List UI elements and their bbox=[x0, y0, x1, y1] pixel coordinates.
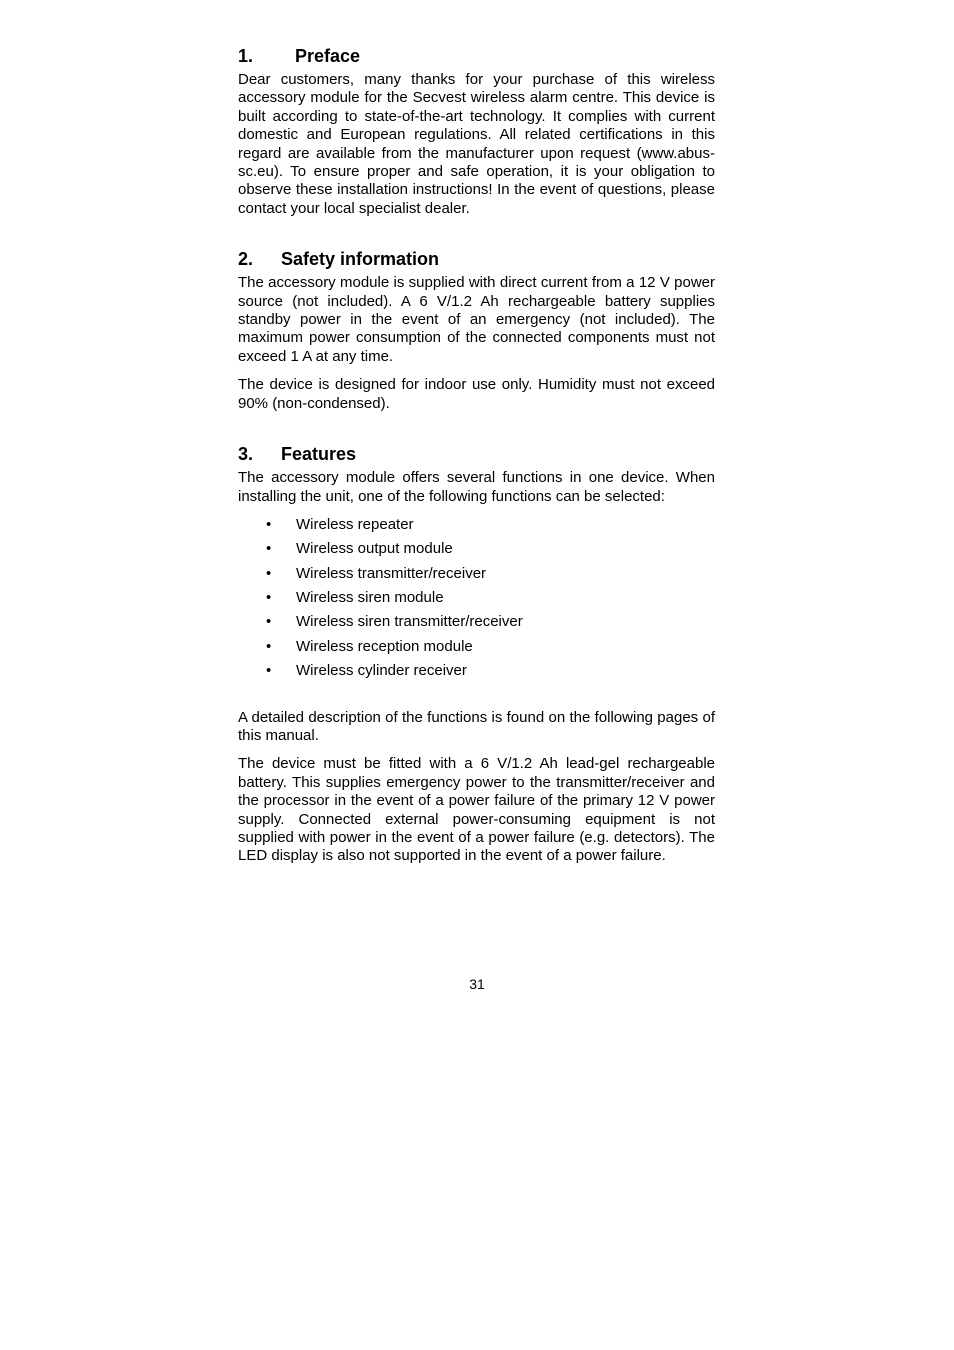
bullet-icon: • bbox=[266, 540, 272, 558]
features-paragraph-2: The device must be fitted with a 6 V/1.2 Ah lead-gel rechargeable battery. This supplies emergency power to the transmitter/receiver and the processor in the event of a power failure of the primary 12 V power supply. Connected external power-consuming equipment is not supplied with power in the event of a power failure (e.g. detectors). The LED display is also not supported in the event of a power failure. bbox=[238, 755, 715, 865]
section-title: Preface bbox=[295, 46, 361, 66]
safety-paragraph-2: The device is designed for indoor use only. Humidity must not exceed 90% (non-condensed). bbox=[238, 376, 715, 412]
section-number: 1. bbox=[238, 46, 254, 66]
list-item bbox=[238, 662, 715, 686]
section-title: Features bbox=[281, 444, 357, 465]
list-item bbox=[238, 565, 715, 589]
bullet-icon: • bbox=[266, 637, 272, 655]
list-item-label: Wireless siren transmitter/receiver bbox=[296, 613, 523, 631]
features-list bbox=[238, 516, 715, 687]
preface-paragraph: Dear customers, many thanks for your purchase of this wireless accessory module for the Secvest wireless alarm centre. This device is built according to state-of-the-art technology. It complies with current domestic and European regulations. All related certifications in this regard are available from the manufacturer upon request (www.abus-sc.eu). To ensure proper and safe operation, it is your obligation to observe these installation instructions! In the event of questions, please contact your local specialist dealer. bbox=[238, 71, 715, 217]
list-item bbox=[238, 516, 715, 540]
list-item bbox=[238, 540, 715, 564]
section-heading-preface bbox=[238, 44, 715, 68]
section-number: 2. bbox=[238, 249, 254, 270]
list-item bbox=[238, 613, 715, 637]
bullet-icon: • bbox=[266, 515, 272, 533]
section-heading-features bbox=[238, 442, 715, 466]
list-item-label: Wireless transmitter/receiver bbox=[296, 564, 487, 582]
safety-paragraph-1: The accessory module is supplied with direct current from a 12 V power source (not included). A 6 V/1.2 Ah rechargeable battery supplies standby power in the event of an emergency (not included). The maximum power consumption of the connected components must not exceed 1 A at any time. bbox=[238, 274, 715, 365]
bullet-icon: • bbox=[266, 613, 272, 631]
list-item-label: Wireless siren module bbox=[296, 589, 444, 607]
section-title: Safety information bbox=[281, 249, 440, 270]
section-number: 3. bbox=[238, 444, 254, 465]
list-item-label: Wireless output module bbox=[296, 540, 453, 558]
section-heading-safety bbox=[238, 247, 715, 271]
list-item-label: Wireless cylinder receiver bbox=[296, 662, 467, 680]
list-item-label: Wireless repeater bbox=[296, 515, 414, 533]
features-intro: The accessory module offers several functions in one device. When installing the unit, one of the following functions can be selected: bbox=[238, 469, 715, 505]
features-paragraph-1: A detailed description of the functions is found on the following pages of this manual. bbox=[238, 708, 715, 745]
bullet-icon: • bbox=[266, 564, 272, 582]
bullet-icon: • bbox=[266, 589, 272, 607]
list-item-label: Wireless reception module bbox=[296, 637, 473, 655]
list-item bbox=[238, 589, 715, 613]
list-item bbox=[238, 638, 715, 662]
bullet-icon: • bbox=[266, 662, 272, 680]
document-page bbox=[238, 44, 715, 876]
page-number: 31 bbox=[469, 976, 485, 992]
